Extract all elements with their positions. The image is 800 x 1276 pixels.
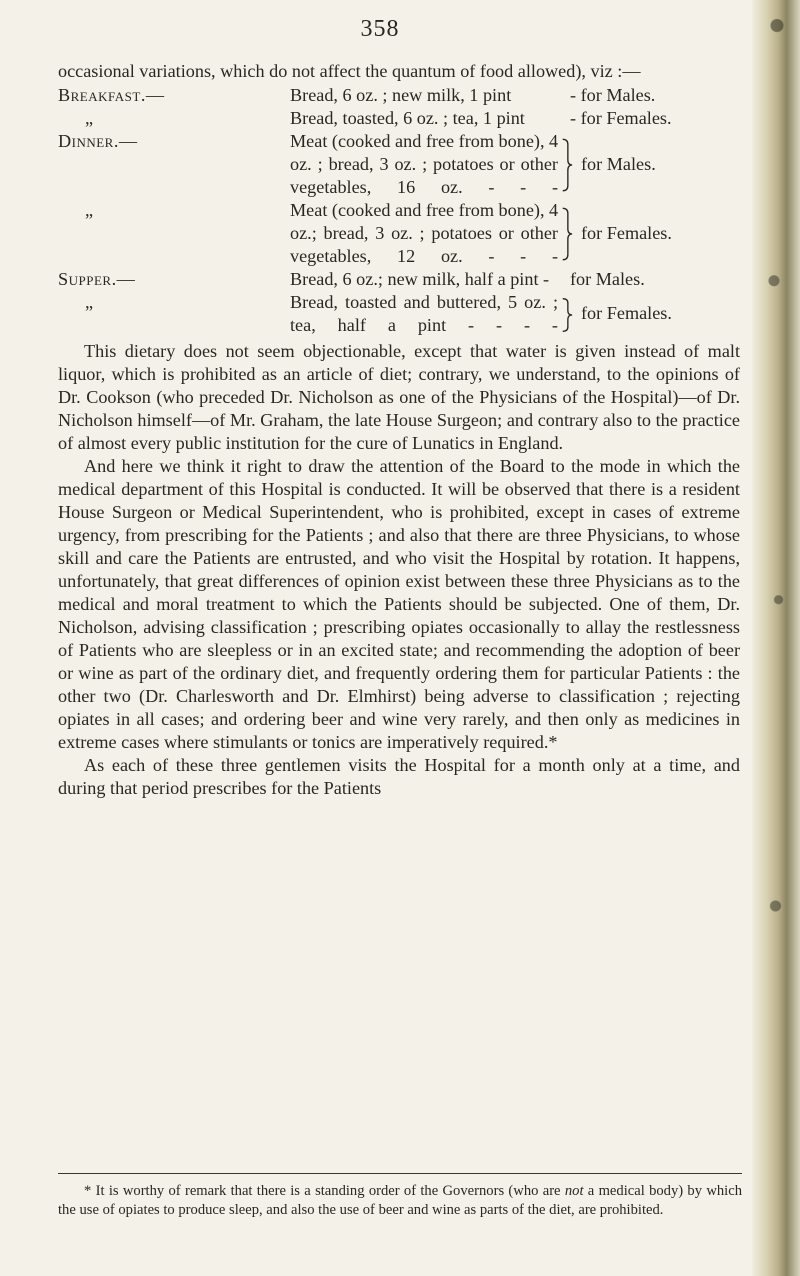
paragraph-2: And here we think it right to draw the attention of the Board to the mode in which the medical department of this Hospital is conducted. It will be observed that there is a resident House Surgeon or Medical Superintendent, who is prohibited, except in cases of extreme urgency, from prescribing for the Patients ; and also that there are three Physicians, to whose skill and care the Patients are entrusted, and who visit the Hospital by rotation. It happens, unfortunately, that great differences of opinion exist between these three Physicians as to the medical and moral treatment to which the Patients should be subjected. One of them, Dr. Nicholson, advising classification ; prescribing opiates occasionally to allay the restlessness of Patients who are sleepless or in an excited state; and recommending the adoption of beer or wine as part of the ordinary diet, and frequently ordering them for particular Patients : the other two (Dr. Charlesworth and Dr. Elmhirst) being adverse to classification ; rejecting opiates in all cases; and ordering beer and wine very rarely, and then only as medicines in extreme cases where stimulants or tonics are imperatively required.* xyxy=(58,456,740,752)
intro-text: occasional variations, which do not affect the quantum of food allowed), viz :— xyxy=(58,61,641,81)
breakfast-row-males xyxy=(58,84,740,107)
breakfast-males-item: Bread, 6 oz. ; new milk, 1 pint xyxy=(290,85,512,105)
brace-mark xyxy=(561,294,573,336)
dinner-females-item xyxy=(290,199,558,268)
ditto-mark: „ xyxy=(85,200,94,220)
dietary-table xyxy=(58,84,740,335)
footnote-marker: * xyxy=(84,1183,92,1199)
footnote-text-after: a medical body) by which the use of opiates to produce sleep, and also the use of beer and wine as parts of the diet, are prohibited. xyxy=(58,1183,742,1218)
breakfast-females-item: Bread, toasted, 6 oz. ; tea, 1 pint xyxy=(290,108,525,128)
ditto-mark: „ xyxy=(85,292,94,312)
supper-row-females xyxy=(58,291,740,337)
footnote-rule xyxy=(58,1173,742,1174)
supper-females-who: for Females. xyxy=(581,303,672,323)
dinner-males-item xyxy=(290,130,558,199)
dinner-label: Dinner.— xyxy=(58,131,138,151)
dinner-females-who: for Females. xyxy=(581,223,672,243)
dinner-row-males xyxy=(58,130,740,199)
dinner-females-line-1: Meat (cooked and free from bone), 4 xyxy=(290,200,559,220)
book-edge-shadows xyxy=(762,0,792,1276)
ditto-mark: „ xyxy=(85,108,94,128)
dinner-females-line-3: vegetables, 12 oz. - - - xyxy=(290,246,558,266)
dinner-males-line-2: oz. ; bread, 3 oz. ; potatoes or other xyxy=(290,154,558,174)
footnote xyxy=(58,1182,742,1220)
supper-females-item xyxy=(290,291,558,337)
supper-label: Supper.— xyxy=(58,269,136,289)
breakfast-males-who: - for Males. xyxy=(570,85,656,105)
paragraph-3: As each of these three gentlemen visits the Hospital for a month only at a time, and during that period prescribes for the Patients xyxy=(58,755,740,798)
paragraph-1: This dietary does not seem objectionable, except that water is given instead of malt liquor, which is prohibited as an article of diet; contrary, we understand, to the opinions of Dr. Cookson (who preceded Dr. Nicholson as one of the Physicians of the Hospital)—of Dr. Nicholson himself—of Mr. Graham, the late House Surgeon; and contrary also to the practice of almost every public institution for the cure of Lunatics in England. xyxy=(58,341,740,453)
page-number: 358 xyxy=(360,16,400,42)
supper-row-males xyxy=(58,268,740,291)
body-text xyxy=(58,60,740,800)
supper-males-item: Bread, 6 oz.; new milk, half a pint - xyxy=(290,269,550,289)
breakfast-row-females xyxy=(58,107,740,130)
supper-females-line-1: Bread, toasted and buttered, 5 oz. ; xyxy=(290,292,558,312)
dinner-row-females xyxy=(58,199,740,268)
brace-mark xyxy=(561,133,573,197)
dinner-females-line-2: oz.; bread, 3 oz. ; potatoes or other xyxy=(290,223,558,243)
dinner-males-line-3: vegetables, 16 oz. - - - xyxy=(290,177,558,197)
brace-mark xyxy=(561,202,573,266)
breakfast-females-who: - for Females. xyxy=(570,108,672,128)
footnote-emphasis: not xyxy=(564,1183,584,1199)
footnote-text-before: It is worthy of remark that there is a standing order of the Governors (who are xyxy=(91,1183,565,1199)
supper-females-line-2: tea, half a pint - - - - xyxy=(290,315,558,335)
dinner-males-line-1: Meat (cooked and free from bone), 4 xyxy=(290,131,559,151)
supper-males-who: for Males. xyxy=(570,269,645,289)
breakfast-label: Breakfast.— xyxy=(58,85,165,105)
dinner-males-who: for Males. xyxy=(581,154,656,174)
